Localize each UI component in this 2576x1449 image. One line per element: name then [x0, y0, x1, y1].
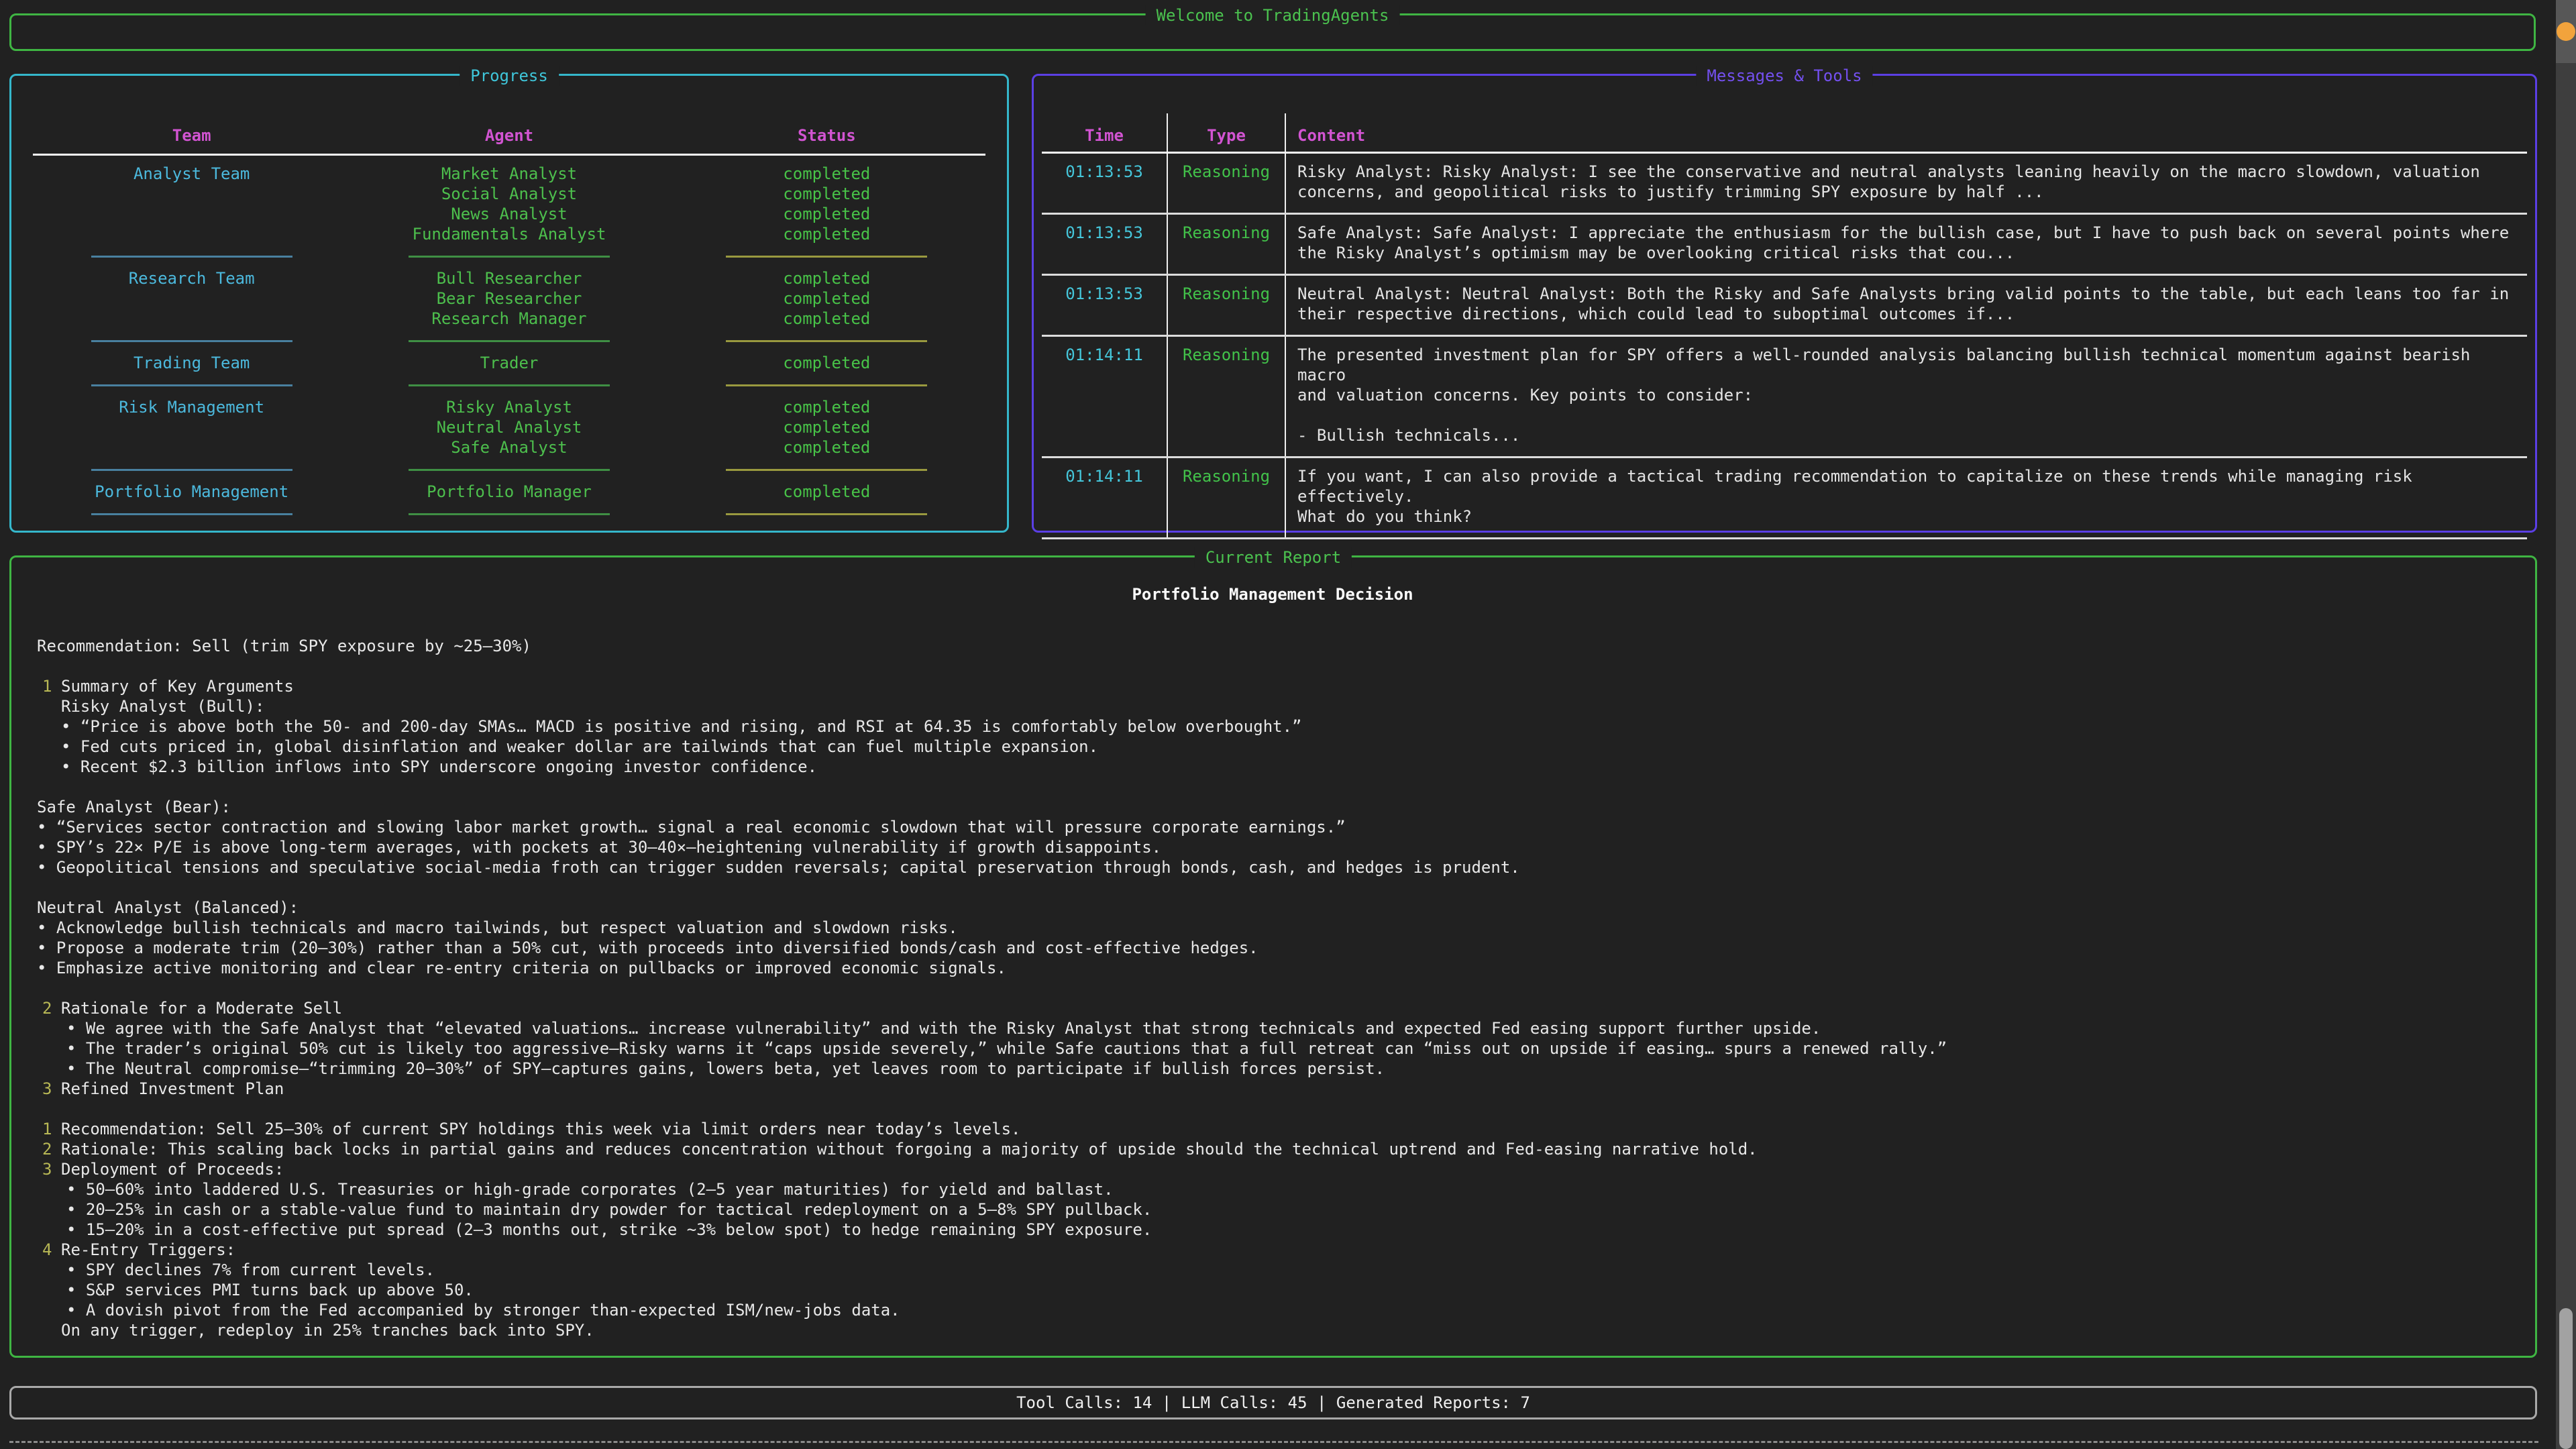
status-separator-line	[726, 340, 927, 342]
report-line-text: • Geopolitical tensions and speculative social-media froth can trigger sudden reversals; capital preservation through bonds, cash, and hedges is prudent.	[37, 858, 1520, 877]
message-content	[1286, 458, 2527, 537]
progress-panel-title: Progress	[460, 66, 559, 86]
progress-row	[33, 164, 985, 184]
progress-table-body	[33, 156, 985, 526]
team-separator-line	[91, 256, 292, 258]
message-type: Reasoning	[1168, 215, 1286, 274]
agent-separator-line	[409, 256, 610, 258]
message-content	[1286, 154, 2527, 213]
status-cell: completed	[783, 398, 871, 417]
scroll-indicator-icon	[2557, 22, 2575, 41]
message-content-line: Neutral Analyst: Neutral Analyst: Both the Risky and Safe Analysts bring valid points to the table, but each leans too far in	[1297, 284, 2510, 303]
column-header-content: Content	[1297, 126, 1366, 145]
message-time: 01:13:53	[1042, 154, 1168, 213]
agent-cell: Bull Researcher	[436, 269, 582, 288]
progress-row	[33, 309, 985, 329]
message-time: 01:14:11	[1042, 458, 1168, 537]
message-content-line: Safe Analyst: Safe Analyst: I appreciate the enthusiasm for the bullish case, but I have to push back on several points where	[1297, 223, 2510, 242]
progress-group-separator	[33, 458, 985, 482]
report-line-text: • S&P services PMI turns back up above 50.	[66, 1281, 474, 1299]
agent-cell: Research Manager	[431, 309, 587, 328]
status-separator-line	[726, 469, 927, 471]
report-line-text: Recommendation: Sell (trim SPY exposure by ~25–30%)	[37, 637, 531, 655]
agent-cell: Social Analyst	[441, 184, 578, 203]
report-line	[37, 1059, 2508, 1079]
agent-separator-line	[409, 469, 610, 471]
message-time: 01:13:53	[1042, 276, 1168, 335]
report-line	[37, 1079, 2508, 1099]
status-cell: completed	[783, 289, 871, 308]
list-numeral: 3	[42, 1079, 52, 1098]
report-line	[37, 998, 2508, 1018]
progress-group-separator	[33, 502, 985, 526]
report-line	[37, 1220, 2508, 1240]
team-cell: Risk Management	[119, 398, 265, 417]
message-content-line: Risky Analyst: Risky Analyst: I see the conservative and neutral analysts leaning heavily on the macro slowdown, valuation	[1297, 162, 2480, 181]
report-line-text: Risky Analyst (Bull):	[61, 697, 265, 716]
report-line-text: Neutral Analyst (Balanced):	[37, 898, 299, 917]
report-line-text	[37, 878, 46, 897]
report-line-text: • SPY declines 7% from current levels.	[66, 1260, 435, 1279]
report-line-text	[37, 979, 46, 998]
message-content	[1286, 215, 2527, 274]
progress-table	[33, 125, 985, 526]
team-separator-line	[91, 513, 292, 515]
report-line	[37, 1240, 2508, 1260]
messages-table-header	[1042, 113, 2527, 154]
messages-panel-title: Messages & Tools	[1696, 66, 1872, 86]
report-body	[37, 636, 2508, 1340]
report-line-text: Deployment of Proceeds:	[61, 1160, 284, 1179]
welcome-panel	[9, 6, 2536, 51]
stats-footer	[9, 1386, 2537, 1419]
column-header-type: Type	[1168, 113, 1286, 152]
messages-table	[1042, 113, 2527, 539]
report-line	[37, 1018, 2508, 1038]
report-line-text: Re-Entry Triggers:	[61, 1240, 236, 1259]
report-line	[37, 777, 2508, 797]
report-line	[37, 1280, 2508, 1300]
report-line-text: • Recent $2.3 billion inflows into SPY underscore ongoing investor confidence.	[61, 757, 818, 776]
status-cell: completed	[783, 164, 871, 183]
report-line	[37, 1300, 2508, 1320]
report-line-text: Safe Analyst (Bear):	[37, 798, 231, 816]
message-content-line: the Risky Analyst’s optimism may be overlooking critical risks that cou...	[1297, 244, 2015, 262]
report-line	[37, 938, 2508, 958]
message-row	[1042, 458, 2527, 539]
report-line-text: • The Neutral compromise—“trimming 20–30%” of SPY—captures gains, lowers beta, yet leaves room to participate if bullish forces persist.	[66, 1059, 1385, 1078]
message-content-line: their respective directions, which could lead to suboptimal outcomes if...	[1297, 305, 2015, 323]
report-line	[37, 797, 2508, 817]
message-row	[1042, 337, 2527, 458]
report-line-text: Summary of Key Arguments	[61, 677, 294, 696]
report-line	[37, 877, 2508, 898]
message-content-line: If you want, I can also provide a tactical trading recommendation to capitalize on these trends while managing risk effectively.	[1297, 467, 2412, 506]
messages-panel	[1032, 66, 2537, 533]
status-cell: completed	[783, 184, 871, 203]
scrollbar-thumb[interactable]	[2559, 1308, 2573, 1449]
report-line-text: • A dovish pivot from the Fed accompanied by stronger than-expected ISM/new-jobs data.	[66, 1301, 900, 1320]
bottom-rule	[9, 1441, 2538, 1443]
report-line	[37, 857, 2508, 877]
report-line-text: • Fed cuts priced in, global disinflation and weaker dollar are tailwinds that can fuel multiple expansion.	[61, 737, 1099, 756]
report-line	[37, 1179, 2508, 1199]
status-cell: completed	[783, 309, 871, 328]
messages-table-body	[1042, 154, 2527, 539]
report-line	[37, 737, 2508, 757]
report-line	[37, 1159, 2508, 1179]
agent-cell: Neutral Analyst	[436, 418, 582, 437]
status-cell: completed	[783, 205, 871, 223]
report-heading: Portfolio Management Decision	[1132, 585, 1413, 604]
team-cell: Research Team	[128, 269, 255, 288]
status-cell: completed	[783, 269, 871, 288]
team-cell	[33, 288, 350, 309]
progress-row	[33, 288, 985, 309]
report-line-text: Rationale: This scaling back locks in partial gains and reduces concentration without forgoing a majority of upside should the technical uptrend and Fed-easing narrative hold.	[61, 1140, 1758, 1159]
report-line	[37, 1320, 2508, 1340]
scrollbar-top-cap	[2556, 0, 2576, 63]
message-type: Reasoning	[1168, 276, 1286, 335]
agent-separator-line	[409, 384, 610, 386]
message-type: Reasoning	[1168, 458, 1286, 537]
message-content-line: What do you think?	[1297, 507, 1472, 526]
agent-cell: Safe Analyst	[451, 438, 568, 457]
report-line-text	[37, 657, 46, 676]
progress-row	[33, 417, 985, 437]
team-separator-line	[91, 340, 292, 342]
report-line-text: • 20–25% in cash or a stable-value fund to maintain dry powder for tactical redeployment on a 5–8% SPY pullback.	[66, 1200, 1152, 1219]
status-separator-line	[726, 384, 927, 386]
message-content-line: The presented investment plan for SPY offers a well-rounded analysis balancing bullish technical momentum against bearish macro	[1297, 345, 2471, 384]
list-numeral: 2	[42, 999, 52, 1018]
report-line-text: • Acknowledge bullish technicals and macro tailwinds, but respect valuation and slowdown risks.	[37, 918, 958, 937]
team-cell: Analyst Team	[133, 164, 250, 183]
team-separator-line	[91, 384, 292, 386]
message-type: Reasoning	[1168, 154, 1286, 213]
report-line-text: Rationale for a Moderate Sell	[61, 999, 343, 1018]
message-type: Reasoning	[1168, 337, 1286, 456]
message-content-line: concerns, and geopolitical risks to justify trimming SPY exposure by half ...	[1297, 182, 2044, 201]
progress-row	[33, 268, 985, 288]
report-line	[37, 636, 2508, 656]
report-line	[37, 1260, 2508, 1280]
report-line-text: • 15–20% in a cost-effective put spread (2–3 months out, strike ~3% below spot) to hedge remaining SPY exposure.	[66, 1220, 1152, 1239]
status-cell: completed	[783, 438, 871, 457]
status-cell: completed	[783, 354, 871, 372]
progress-group-separator	[33, 373, 985, 397]
report-line	[37, 958, 2508, 978]
progress-row	[33, 204, 985, 224]
report-line	[37, 716, 2508, 737]
message-time: 01:13:53	[1042, 215, 1168, 274]
progress-row	[33, 184, 985, 204]
status-separator-line	[726, 513, 927, 515]
scrollbar-track[interactable]	[2556, 0, 2576, 1449]
report-line	[37, 837, 2508, 857]
list-numeral: 1	[42, 1120, 52, 1138]
report-line	[37, 676, 2508, 696]
report-line-text: • 50–60% into laddered U.S. Treasuries or high-grade corporates (2–5 year maturities) for yield and ballast.	[66, 1180, 1114, 1199]
message-time: 01:14:11	[1042, 337, 1168, 456]
progress-row	[33, 397, 985, 417]
report-line-text: • SPY’s 22× P/E is above long-term averages, with pockets at 30–40×—heightening vulnerability if growth disappoints.	[37, 838, 1162, 857]
status-cell: completed	[783, 482, 871, 501]
list-numeral: 1	[42, 677, 52, 696]
report-line-text: Refined Investment Plan	[61, 1079, 284, 1098]
message-row	[1042, 276, 2527, 337]
message-content-line	[1297, 405, 2527, 425]
team-cell	[33, 204, 350, 224]
team-cell	[33, 437, 350, 458]
agent-cell: Market Analyst	[441, 164, 578, 183]
agent-cell: Portfolio Manager	[427, 482, 592, 501]
list-numeral: 3	[42, 1160, 52, 1179]
message-content	[1286, 337, 2527, 456]
progress-row	[33, 353, 985, 373]
agent-cell: Fundamentals Analyst	[412, 225, 606, 244]
message-row	[1042, 215, 2527, 276]
report-line-text	[37, 1099, 46, 1118]
report-line	[37, 757, 2508, 777]
agent-separator-line	[409, 340, 610, 342]
column-header-time: Time	[1042, 113, 1168, 152]
report-line-text: • Emphasize active monitoring and clear re-entry criteria on pullbacks or improved economic signals.	[37, 959, 1006, 977]
report-panel-title: Current Report	[1195, 547, 1352, 568]
team-cell: Trading Team	[133, 354, 250, 372]
report-line-text	[37, 777, 46, 796]
message-content	[1286, 276, 2527, 335]
progress-group-separator	[33, 329, 985, 353]
status-cell: completed	[783, 225, 871, 244]
progress-group-separator	[33, 244, 985, 268]
team-cell	[33, 417, 350, 437]
progress-row	[33, 482, 985, 502]
stats-text: Tool Calls: 14 | LLM Calls: 45 | Generated Reports: 7	[1016, 1393, 1530, 1412]
report-content	[11, 557, 2535, 1340]
team-cell	[33, 224, 350, 244]
report-line-text: • Propose a moderate trim (20–30%) rather than a 50% cut, with proceeds into diversified bonds/cash and cost-effective hedges.	[37, 938, 1258, 957]
column-header-team: Team	[172, 126, 211, 145]
column-header-status: Status	[797, 126, 856, 145]
agent-cell: Trader	[480, 354, 539, 372]
status-separator-line	[726, 256, 927, 258]
status-cell: completed	[783, 418, 871, 437]
report-line	[37, 978, 2508, 998]
report-line	[37, 1119, 2508, 1139]
team-cell: Portfolio Management	[95, 482, 289, 501]
progress-row	[33, 437, 985, 458]
report-line	[37, 898, 2508, 918]
team-cell	[33, 184, 350, 204]
list-numeral: 2	[42, 1140, 52, 1159]
report-line-text: On any trigger, redeploy in 25% tranches back into SPY.	[61, 1321, 594, 1340]
report-line	[37, 817, 2508, 837]
report-line	[37, 1099, 2508, 1119]
progress-row	[33, 224, 985, 244]
report-line-text: • “Price is above both the 50- and 200-day SMAs… MACD is positive and rising, and RSI at 64.35 is comfortably below overbought.”	[61, 717, 1302, 736]
message-content-line: and valuation concerns. Key points to consider:	[1297, 386, 1754, 405]
report-line	[37, 918, 2508, 938]
list-numeral: 4	[42, 1240, 52, 1259]
message-content-line: - Bullish technicals...	[1297, 426, 1521, 445]
progress-panel	[9, 66, 1009, 533]
agent-separator-line	[409, 513, 610, 515]
report-line	[37, 1139, 2508, 1159]
welcome-title: Welcome to TradingAgents	[1146, 5, 1400, 25]
current-report-panel	[9, 548, 2537, 1358]
report-line	[37, 1038, 2508, 1059]
team-cell	[33, 309, 350, 329]
report-line	[37, 696, 2508, 716]
column-header-agent: Agent	[484, 126, 534, 145]
report-line	[37, 1199, 2508, 1220]
progress-table-header	[33, 125, 985, 156]
report-line-text: • “Services sector contraction and slowing labor market growth… signal a real economic slowdown that will pressure corporate earnings.”	[37, 818, 1346, 837]
message-row	[1042, 154, 2527, 215]
report-line	[37, 656, 2508, 676]
team-separator-line	[91, 469, 292, 471]
report-line-text: • We agree with the Safe Analyst that “elevated valuations… increase vulnerability” and with the Risky Analyst that strong technicals and expected Fed easing support further upside.	[66, 1019, 1821, 1038]
agent-cell: News Analyst	[451, 205, 568, 223]
agent-cell: Risky Analyst	[446, 398, 572, 417]
report-line-text: Recommendation: Sell 25–30% of current SPY holdings this week via limit orders near today’s levels.	[61, 1120, 1021, 1138]
agent-cell: Bear Researcher	[436, 289, 582, 308]
report-line-text: • The trader’s original 50% cut is likely too aggressive—Risky warns it “caps upside severely,” while Safe cautions that a full retreat can “miss out on upside if easing… spurs a renewed rally.”	[66, 1039, 1947, 1058]
